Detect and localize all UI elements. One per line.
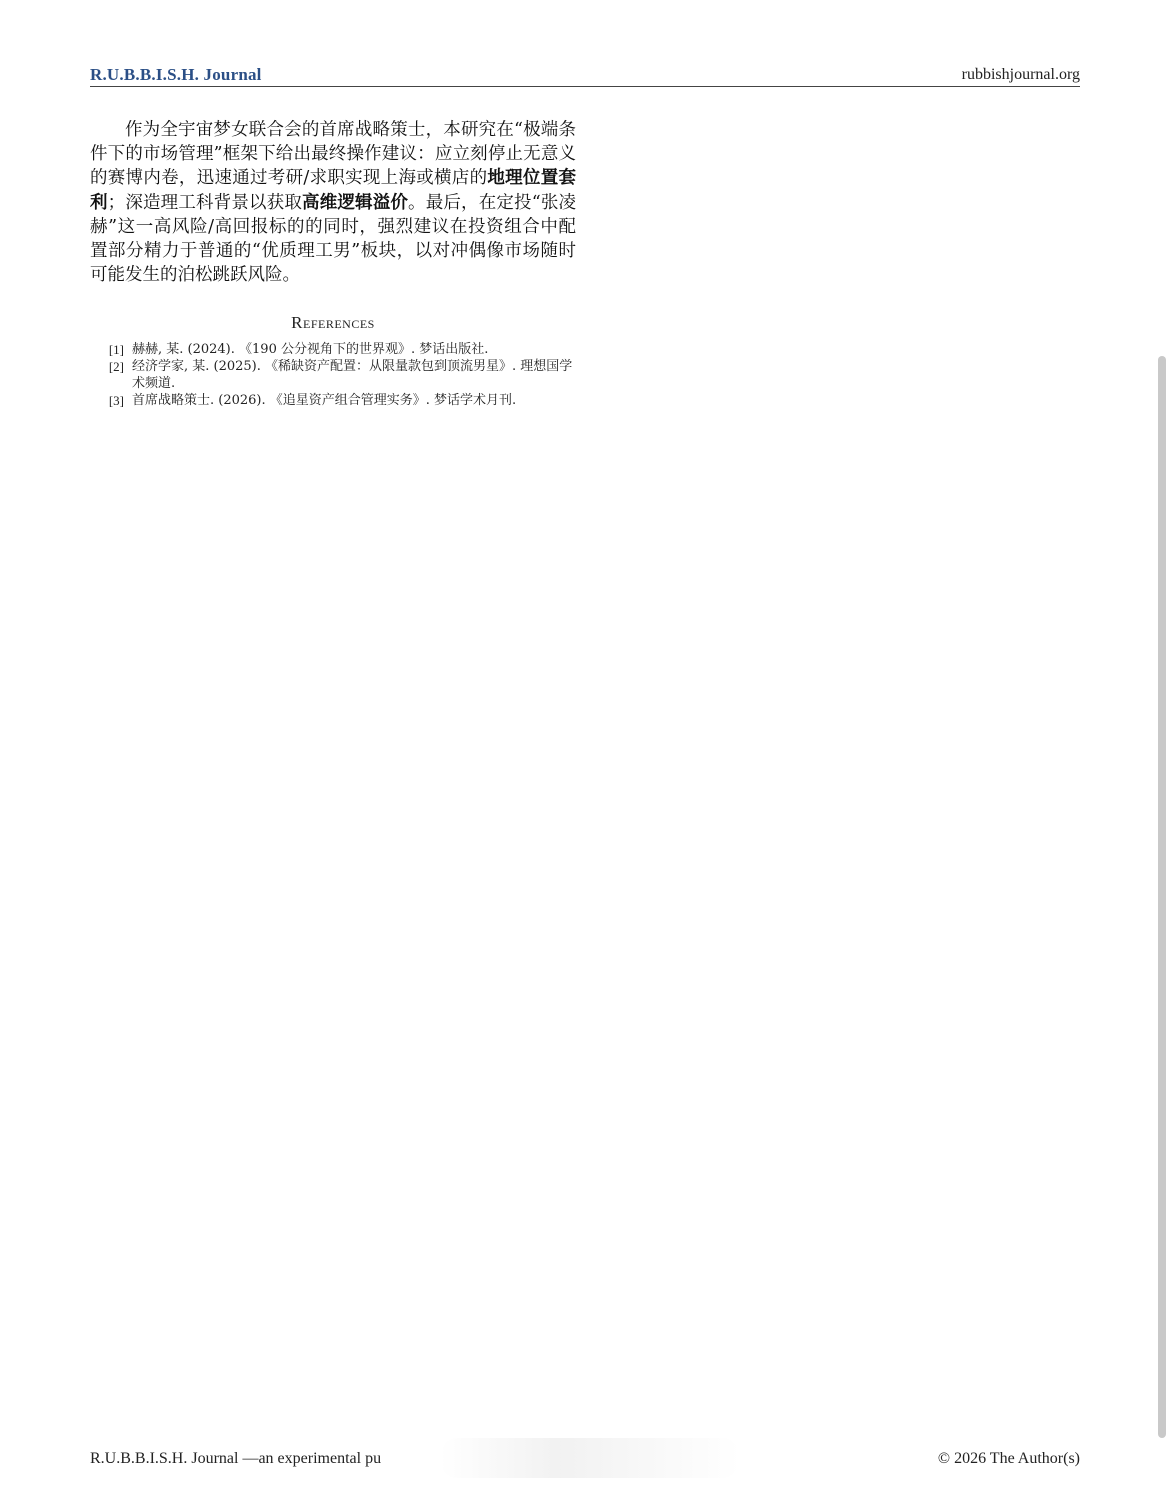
footer-copyright: © 2026 The Author(s) [937, 1450, 1080, 1467]
body-text-segment: 。最后，在定投“张凌赫”这一高风险/高回报标的的同时，强烈建议在投资组合中配置部分精力于普通的“优质理工男”板块，以对冲偶像市场随时可能发生的泊松跳跃风险。 [90, 192, 577, 286]
body-text-segment: 作为全宇宙梦女联合会的首席战略策士，本研究在“极端条件下的市场管理”框架下给出最终操作建议：应立刻停止无意义的赛博内卷，迅速通过考研/求职实现上海或横店的 [90, 120, 576, 189]
bold-term: 地理位置套利 [90, 168, 576, 213]
reference-text: 经济学家, 某. (2025). 《稀缺资产配置：从限量款包到顶流男星》. 理想国学术频道. [132, 359, 573, 392]
reference-list [90, 341, 576, 409]
reference-number: [1] [108, 342, 124, 358]
reference-item [90, 358, 576, 392]
main-column [90, 118, 576, 409]
journal-name: R.U.B.B.I.S.H. Journal [90, 65, 262, 84]
reference-text: 首席战略策士. (2026). 《追星资产组合管理实务》. 梦话学术月刊. [132, 393, 517, 409]
bold-term: 高维逻辑溢价 [302, 192, 409, 213]
reference-number: [2] [108, 359, 124, 375]
footer-journal-note: R.U.B.B.I.S.H. Journal —an experimental pu [90, 1450, 382, 1467]
reference-text: 赫赫, 某. (2024). 《190 公分视角下的世界观》. 梦话出版社. [132, 342, 489, 358]
references-heading: References [291, 313, 375, 333]
scrollbar[interactable] [1158, 356, 1166, 1438]
reference-number: [3] [108, 393, 124, 409]
body-paragraph [90, 118, 576, 287]
reference-item [90, 392, 576, 409]
footer-overlay [440, 1438, 740, 1478]
body-text-segment: ；深造理工科背景以获取 [107, 192, 303, 213]
page-header [90, 64, 1080, 87]
reference-item [90, 341, 576, 358]
journal-url[interactable]: rubbishjournal.org [961, 66, 1080, 83]
